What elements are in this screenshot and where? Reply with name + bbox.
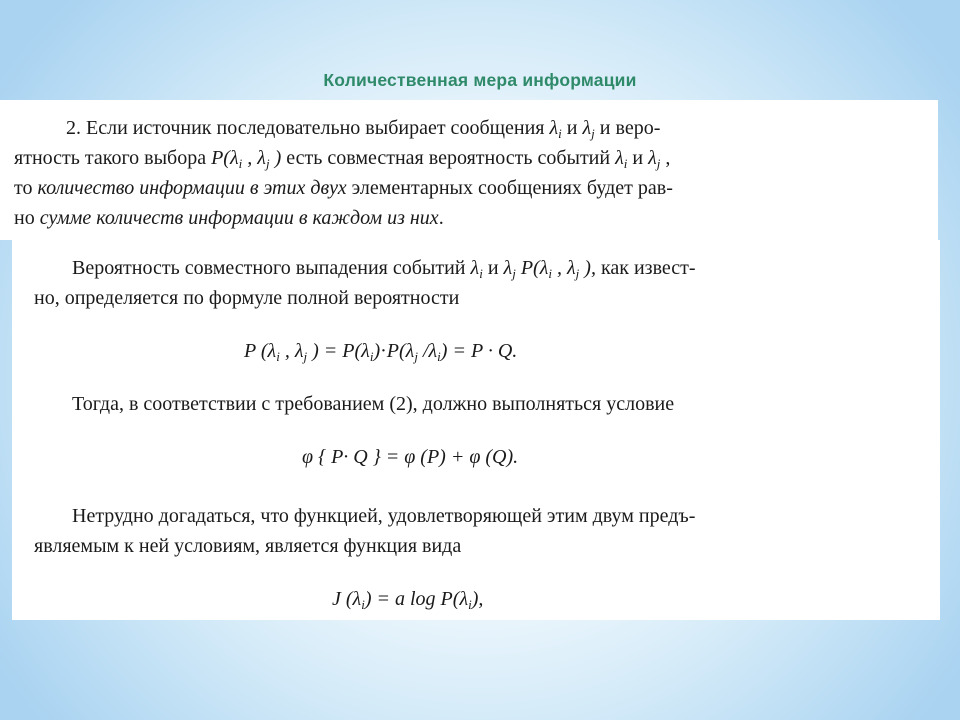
derivation-paragraph-3-line-2: являемым к ней условиям, является функция вида bbox=[34, 535, 462, 557]
condition-line-2: ятность такого выбора $P(\lambda_i$ , $\lambda_j$ ) есть совместная вероятность событий $\lambda_i$ и $\lambda_j$ , bbox=[14, 147, 671, 171]
formula-information-measure: J $(\lambda_i) = a$ $\log P(\lambda_i)$, bbox=[332, 588, 484, 612]
condition-line-4: но сумме количеств информации в каждом из них. bbox=[14, 207, 444, 229]
text-card-condition bbox=[0, 100, 938, 240]
slide-title: Количественная мера информации bbox=[323, 70, 637, 90]
text-card-derivation bbox=[12, 240, 940, 620]
derivation-paragraph-1-line-1: Вероятность совместного выпадения событий $\lambda_i$ и $\lambda_j$ $P(\lambda_i$ , $\lambda_j$ ), как извест- bbox=[72, 257, 696, 281]
derivation-paragraph-2: Тогда, в соответствии с требованием (2), должно выполняться условие bbox=[72, 393, 675, 415]
condition-line-1: 2. Если источник последовательно выбирает сообщения $\lambda_i$ и $\lambda_j$ и веро- bbox=[66, 117, 661, 141]
condition-line-3: то количество информации в этих двух элементарных сообщениях будет рав- bbox=[14, 177, 673, 199]
formula-phi-condition: φ { P· Q } = φ (P) + φ (Q). bbox=[302, 446, 519, 468]
derivation-paragraph-1-line-2: но, определяется по формуле полной вероятности bbox=[34, 287, 460, 309]
derivation-paragraph-3-line-1: Нетрудно догадаться, что функцией, удовлетворяющей этим двум предъ- bbox=[72, 505, 696, 527]
formula-total-probability: P ($\lambda_i$ , $\lambda_j$ ) = $P(\lambda_i)\cdot P(\lambda_j$ $/\lambda_i) = P \cdot Q$. bbox=[244, 340, 518, 364]
